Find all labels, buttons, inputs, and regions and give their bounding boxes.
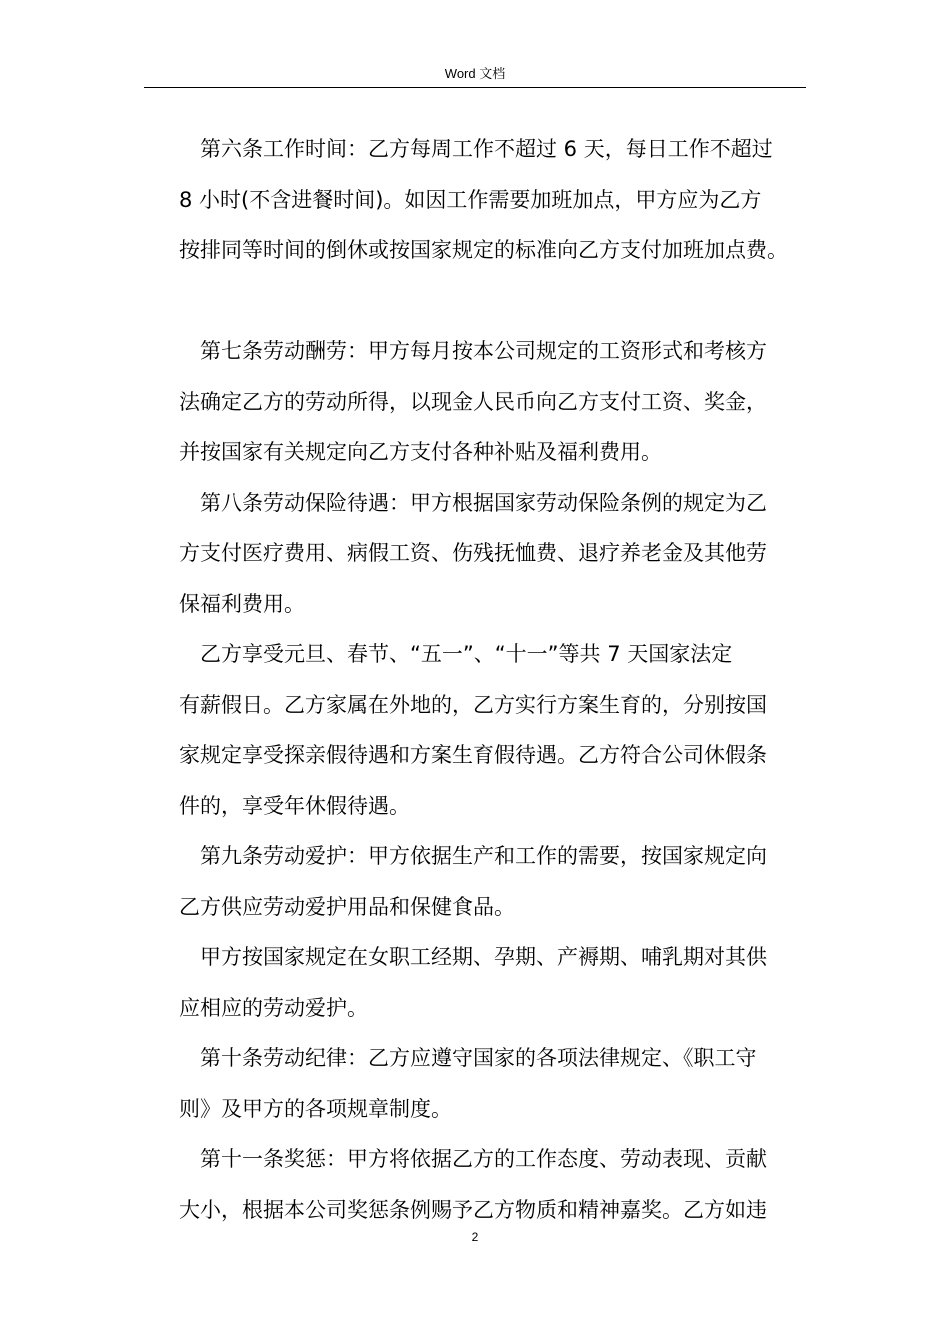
paragraph-line: 家规定享受探亲假待遇和方案生育假待遇。乙方符合公司休假条 <box>179 743 767 767</box>
paragraph-line: 第十一条奖惩：甲方将依据乙方的工作态度、劳动表现、贡献 <box>200 1147 767 1171</box>
paragraph-article-8 <box>179 478 819 630</box>
paragraph-article-9 <box>179 831 819 932</box>
paragraph-line: 方支付医疗费用、病假工资、伤残抚恤费、退疗养老金及其他劳 <box>179 541 767 565</box>
paragraph-line: 则》及甲方的各项规章制度。 <box>179 1096 452 1121</box>
paragraph-article-7 <box>179 326 819 478</box>
paragraph-line: 保福利费用。 <box>179 591 305 616</box>
paragraph-line: 乙方享受元旦、春节、“五一”、“十一”等共 7 天国家法定 <box>200 642 733 666</box>
paragraph-female-protection <box>179 932 819 1033</box>
paragraph-line: 有薪假日。乙方家属在外地的，乙方实行方案生育的，分别按国 <box>179 692 767 717</box>
header-rule <box>144 87 806 88</box>
paragraph-article-11 <box>179 1134 819 1235</box>
paragraph-line: 应相应的劳动爱护。 <box>179 995 368 1020</box>
paragraph-line: 第六条工作时间：乙方每周工作不超过 6 天，每日工作不超过 <box>200 137 773 161</box>
paragraph-line: 乙方供应劳动爱护用品和保健食品。 <box>179 894 515 919</box>
paragraph-holidays <box>179 629 819 831</box>
page-number: 2 <box>471 1230 479 1244</box>
paragraph-line: 甲方按国家规定在女职工经期、孕期、产褥期、哺乳期对其供 <box>200 945 767 969</box>
paragraph-line: 大小，根据本公司奖惩条例赐予乙方物质和精神嘉奖。乙方如违 <box>179 1197 767 1222</box>
paragraph-line: 第九条劳动爱护：甲方依据生产和工作的需要，按国家规定向 <box>200 844 767 868</box>
paragraph-line: 第八条劳动保险待遇：甲方根据国家劳动保险条例的规定为乙 <box>200 490 767 515</box>
paragraph-line: 8 小时(不含进餐时间)。如因工作需要加班加点，甲方应为乙方 <box>179 187 762 212</box>
paragraph-line: 件的，享受年休假待遇。 <box>179 793 410 818</box>
paragraph-line: 并按国家有关规定向乙方支付各种补贴及福利费用。 <box>179 440 662 464</box>
paragraph-article-6 <box>179 124 819 276</box>
header-title: Word 文档 <box>444 66 506 81</box>
paragraph-line: 第七条劳动酬劳：甲方每月按本公司规定的工资形式和考核方 <box>200 339 767 363</box>
paragraph-article-10 <box>179 1033 819 1134</box>
paragraph-line: 第十条劳动纪律：乙方应遵守国家的各项法律规定、《职工守 <box>200 1046 757 1070</box>
paragraph-gap <box>179 276 819 327</box>
paragraph-line: 法确定乙方的劳动所得，以现金人民币向乙方支付工资、奖金， <box>179 389 767 414</box>
paragraph-line: 按排同等时间的倒休或按国家规定的标准向乙方支付加班加点费。 <box>179 238 788 262</box>
document-body <box>179 124 819 1235</box>
